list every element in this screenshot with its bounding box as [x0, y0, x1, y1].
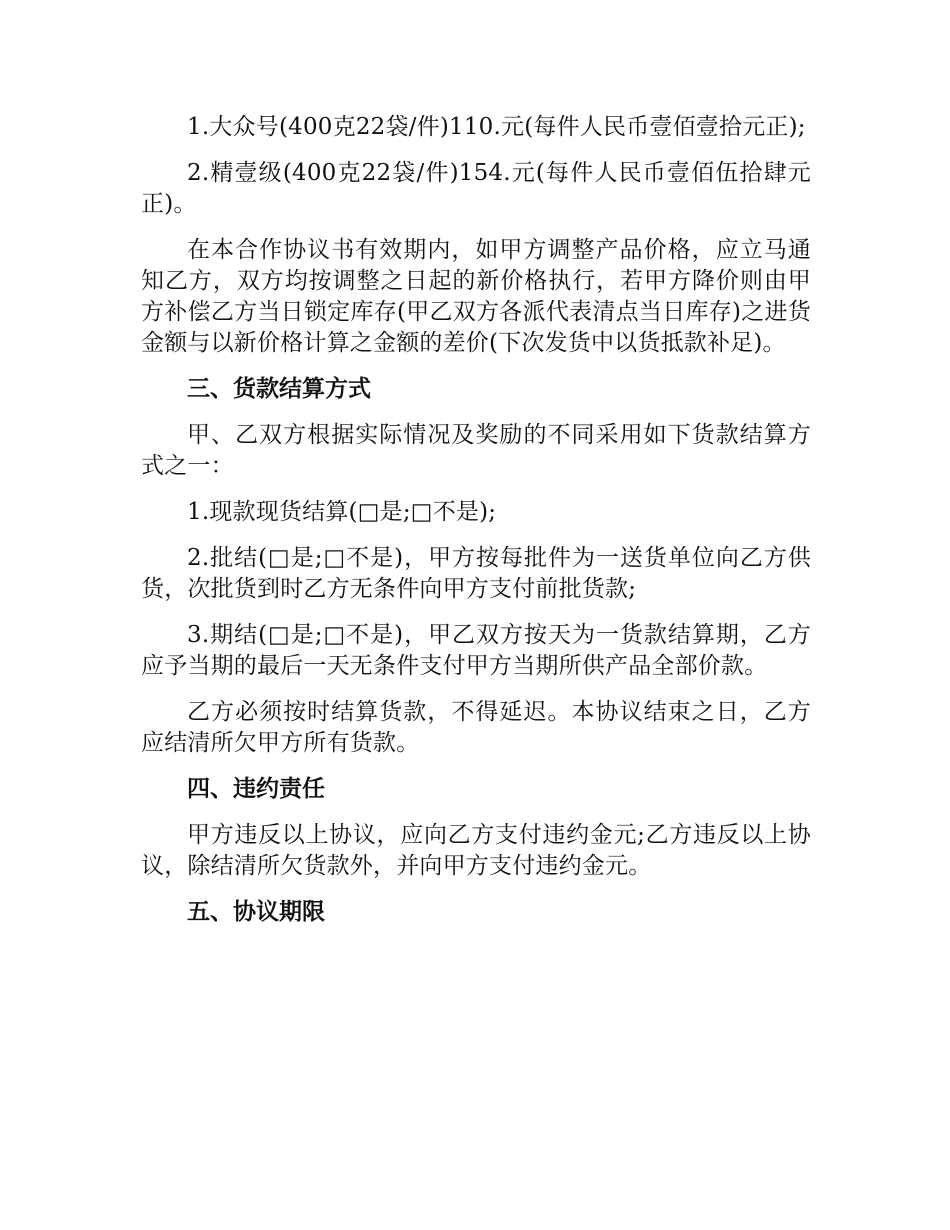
section-heading-breach: 四、违约责任: [187, 776, 325, 802]
payment-intro-paragraph: 甲、乙双方根据实际情况及奖励的不同采用如下货款结算方式之一：: [141, 422, 811, 479]
price-item-1: 1.大众号(400克22袋/件)110.元(每件人民币壹佰壹拾元正);: [187, 114, 806, 140]
breach-paragraph: 甲方违反以上协议，应向乙方支付违约金元;乙方违反以上协议，除结清所欠货款外，并向甲方支付违约金元。: [141, 822, 811, 879]
document-body: [141, 112, 811, 928]
price-item-2: 2.精壹级(400克22袋/件)154.元(每件人民币壹佰伍拾肆元正)。: [141, 160, 811, 217]
section-heading-term: 五、协议期限: [187, 899, 325, 925]
payment-deadline-paragraph: 乙方必须按时结算货款，不得延迟。本协议结束之日，乙方应结清所欠甲方所有货款。: [141, 699, 811, 756]
price-adjustment-paragraph: 在本合作协议书有效期内，如甲方调整产品价格，应立马通知乙方，双方均按调整之日起的新价格执行，若甲方降价则由甲方补偿乙方当日锁定库存(甲乙双方各派代表清点当日库存)之进货金额与以新价格计算之金额的差价(下次发货中以货抵款补足)。: [141, 237, 811, 356]
section-heading-payment: 三、货款结算方式: [187, 376, 371, 402]
payment-option-3: 3.期结(□是;□不是)，甲乙双方按天为一货款结算期，乙方应予当期的最后一天无条件支付甲方当期所供产品全部价款。: [141, 622, 811, 679]
payment-option-1: 1.现款现货结算(□是;□不是);: [187, 499, 497, 525]
payment-option-2: 2.批结(□是;□不是)，甲方按每批件为一送货单位向乙方供货，次批货到时乙方无条件向甲方支付前批货款;: [141, 545, 811, 602]
